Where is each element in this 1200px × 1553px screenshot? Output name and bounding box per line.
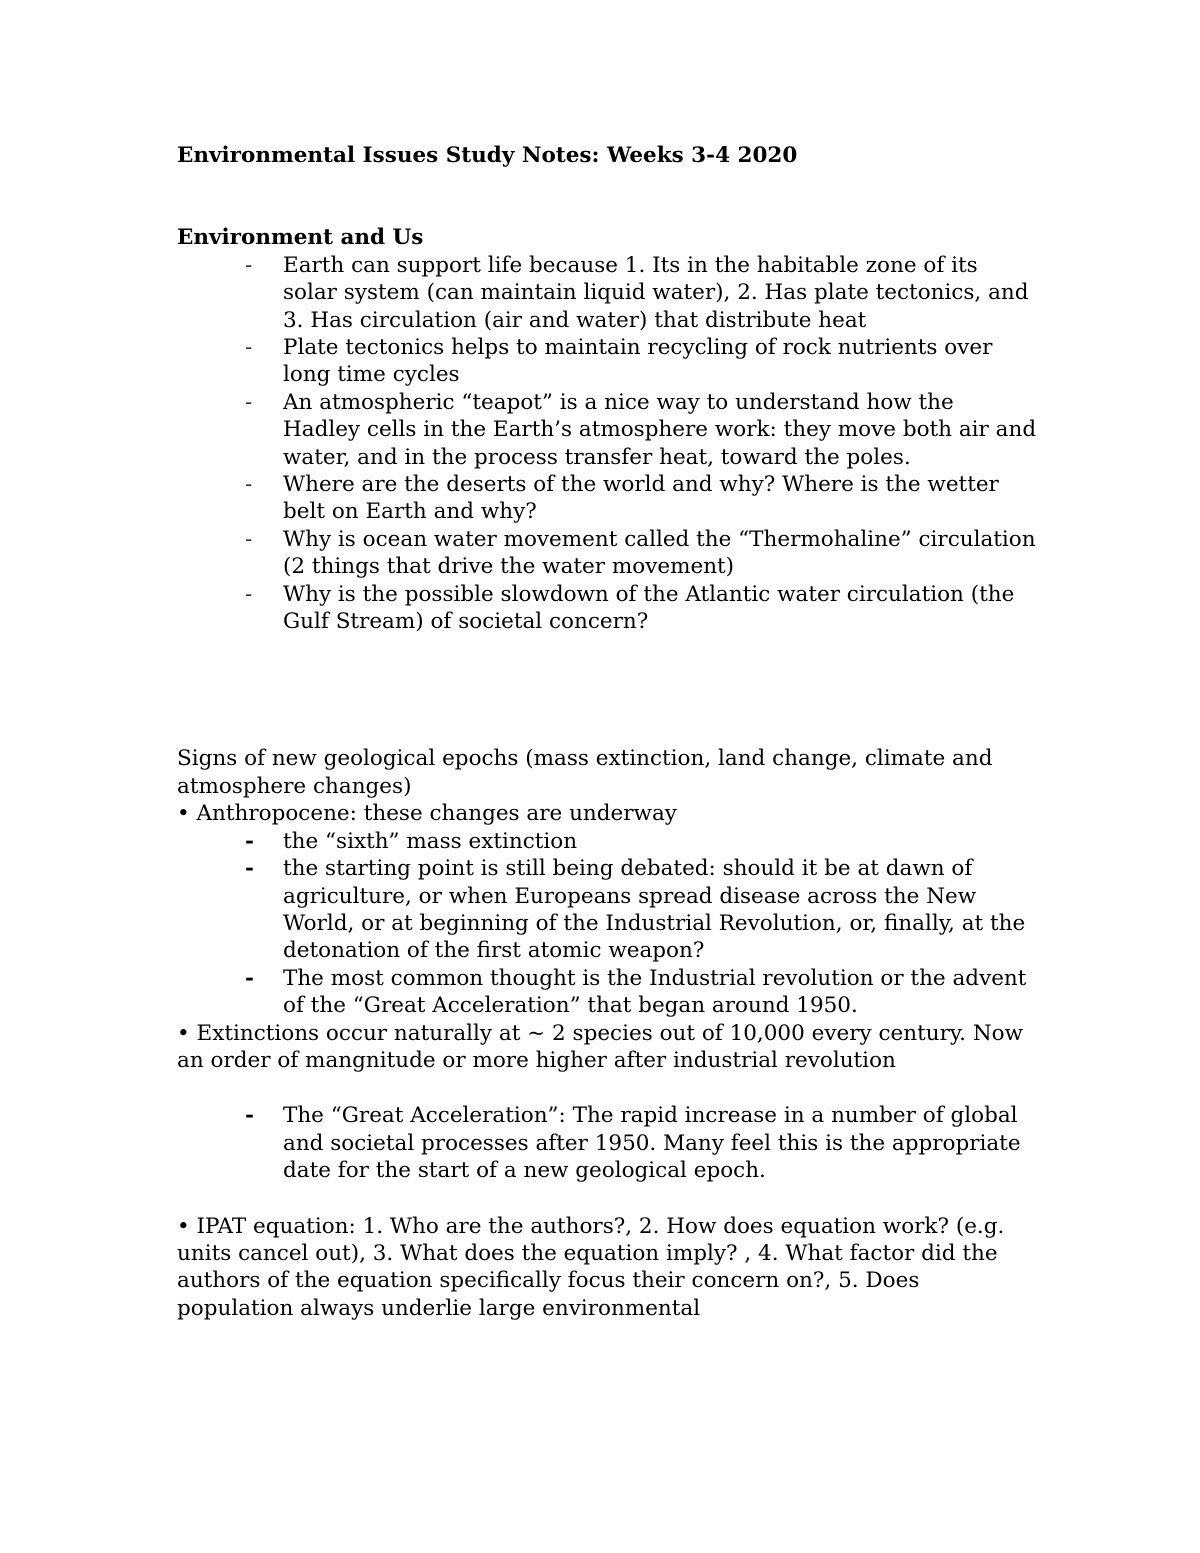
list-item-text: Earth can support life because 1. Its in the habitable zone of its solar system (can maintain liquid water), 2. Has plate tectonics, and 3. Has circulation (air and water) that distribute heat: [283, 252, 1029, 333]
dash-marker: -: [245, 526, 253, 552]
spacer: [177, 1185, 1037, 1213]
document-title: Environmental Issues Study Notes: Weeks 3-4 2020: [177, 143, 798, 168]
list-item-text: the starting point is still being debated: should it be at dawn of agriculture, or when Europeans spread disease across the New World, or at beginning of the Industrial Revolution, or, finally, at the detonation of the first atomic weapon?: [283, 856, 1026, 964]
dash-marker: -: [245, 828, 254, 854]
spacer: [177, 635, 1037, 745]
dash-marker: -: [245, 581, 253, 607]
list-item-text: The most common thought is the Industrial revolution or the advent of the “Great Acceleration” that began around 1950.: [283, 965, 1027, 1019]
list-item: [177, 965, 1037, 1020]
dash-marker: -: [245, 335, 253, 361]
bullet-extinctions: • Extinctions occur naturally at ~ 2 species out of 10,000 every century. Now an order of mangnitude or more higher after industrial revolution: [177, 1020, 1023, 1073]
great-acceleration-list: [177, 1102, 1037, 1184]
list-item: [177, 389, 1037, 471]
list-item: [177, 471, 1037, 526]
list-item-text: the “sixth” mass extinction: [283, 828, 578, 854]
list-item: [177, 252, 1037, 334]
list-item-text: An atmospheric “teapot” is a nice way to understand how the Hadley cells in the Earth’s atmosphere work: they move both air and water, and in the process transfer heat, toward the poles.: [283, 389, 1037, 470]
list-item-text: Why is ocean water movement called the “Thermohaline” circulation (2 things that drive the water movement): [283, 526, 1036, 580]
bullet-ipat: • IPAT equation: 1. Who are the authors?, 2. How does equation work? (e.g. units cancel out), 3. What does the equation imply? , 4. What factor did the authors of the equation specifically focus their concern on?, 5. Does population always underlie large environmental: [177, 1213, 1005, 1321]
dash-marker: -: [245, 389, 253, 415]
bullet-anthropocene: • Anthropocene: these changes are underway: [177, 801, 677, 827]
spacer: [177, 169, 1037, 224]
epochs-intro: Signs of new geological epochs (mass extinction, land change, climate and atmosphere changes): [177, 746, 993, 799]
list-item-text: Plate tectonics helps to maintain recycling of rock nutrients over long time cycles: [283, 335, 993, 388]
anthropocene-list: [177, 828, 1037, 1020]
dash-marker: -: [245, 965, 254, 991]
list-item: [177, 581, 1037, 636]
list-item: [177, 334, 1037, 389]
dash-marker: -: [245, 856, 254, 882]
list-item: [177, 828, 1037, 855]
list-item-text: Where are the deserts of the world and why? Where is the wetter belt on Earth and why?: [283, 472, 999, 525]
document-body: [177, 142, 1037, 1322]
spacer: [177, 1074, 1037, 1102]
dash-marker: -: [245, 252, 253, 278]
list-item-text: The “Great Acceleration”: The rapid increase in a number of global and societal processes after 1950. Many feel this is the appropriate date for the start of a new geological epoch.: [283, 1103, 1021, 1184]
environment-list: [177, 252, 1037, 636]
list-item-text: Why is the possible slowdown of the Atlantic water circulation (the Gulf Stream) of societal concern?: [283, 581, 1015, 635]
list-item: [177, 855, 1037, 965]
section-heading-environment: Environment and Us: [177, 225, 424, 251]
dash-marker: -: [245, 1103, 254, 1129]
dash-marker: -: [245, 472, 253, 498]
list-item: [177, 526, 1037, 581]
list-item: [177, 1102, 1037, 1184]
